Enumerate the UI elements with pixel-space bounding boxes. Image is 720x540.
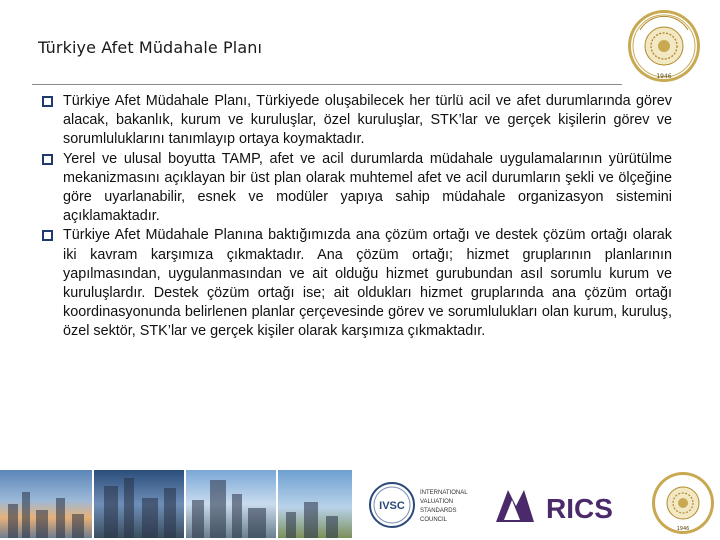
seal-year: 1946 <box>656 73 672 80</box>
ivsc-line: INTERNATIONAL <box>420 490 468 496</box>
bullet-item <box>42 92 672 150</box>
bullet-text: Türkiye Afet Müdahale Planına baktığımızda ana çözüm ortağı ve destek çözüm ortağı olarak iki kavram karşımıza çıkmaktadır. Ana çözüm ortağı; hizmet gruplarının planlarının yapılmasından, uygulanmasından ve ait olduğu hizmet gurubundan asıl sorumlu kurum ve kuruluşlardır. Destek çözüm ortağı ise; ait oldukları hizmet gruplarında ana çözüm ortağı koordinasyonunda belirlenen planlar çerçevesinde görev ve sorumlulukları olan kurum, kuruluş, özel sektör, STK’lar ve gerçek kişiler olarak karşımıza çıkmaktadır. <box>63 227 672 340</box>
bullet-list <box>42 92 672 342</box>
university-seal-small-logo <box>650 470 716 536</box>
page-title: Türkiye Afet Müdahale Planı <box>38 38 263 57</box>
rics-logo <box>488 476 638 534</box>
ivsc-line: VALUATION <box>420 499 454 505</box>
checkbox-bullet-icon <box>42 96 53 107</box>
rics-label: RICS <box>546 493 613 524</box>
city-photo-2 <box>94 470 184 538</box>
bullet-item <box>42 150 672 227</box>
city-photo-4 <box>278 470 352 538</box>
checkbox-bullet-icon <box>42 154 53 165</box>
city-photo-1 <box>0 470 92 538</box>
checkbox-bullet-icon <box>42 230 53 241</box>
ivsc-line: STANDARDS <box>420 508 457 514</box>
title-divider <box>32 84 622 85</box>
university-seal-logo <box>626 8 702 84</box>
bullet-item <box>42 226 672 341</box>
seal-year: 1946 <box>676 526 690 532</box>
bullet-text: Yerel ve ulusal boyutta TAMP, afet ve acil durumlarda müdahale uygulamalarının yürütülme mekanizmasını açıklayan bir üst plan olarak muhtemel afet ve acil durumların şekli ve ölçeğine göre uyarlanabilir, esnek ve modüler yapıya sahip müdahale organizasyon sistemini açıklamaktadır. <box>63 150 672 225</box>
ivsc-acronym: IVSC <box>379 500 405 512</box>
bullet-text: Türkiye Afet Müdahale Planı, Türkiyede oluşabilecek her türlü acil ve afet durumlarında görev alacak, bakanlık, kurum ve kuruluşlar, özel kuruluşlar, STK’lar ve gerçek kişilerin görev ve sorumluluklarını tanımlayıp ortaya koymaktadır. <box>63 93 672 148</box>
city-photo-3 <box>186 470 276 538</box>
ivsc-line: COUNCIL <box>420 517 448 523</box>
ivsc-logo <box>368 478 486 532</box>
